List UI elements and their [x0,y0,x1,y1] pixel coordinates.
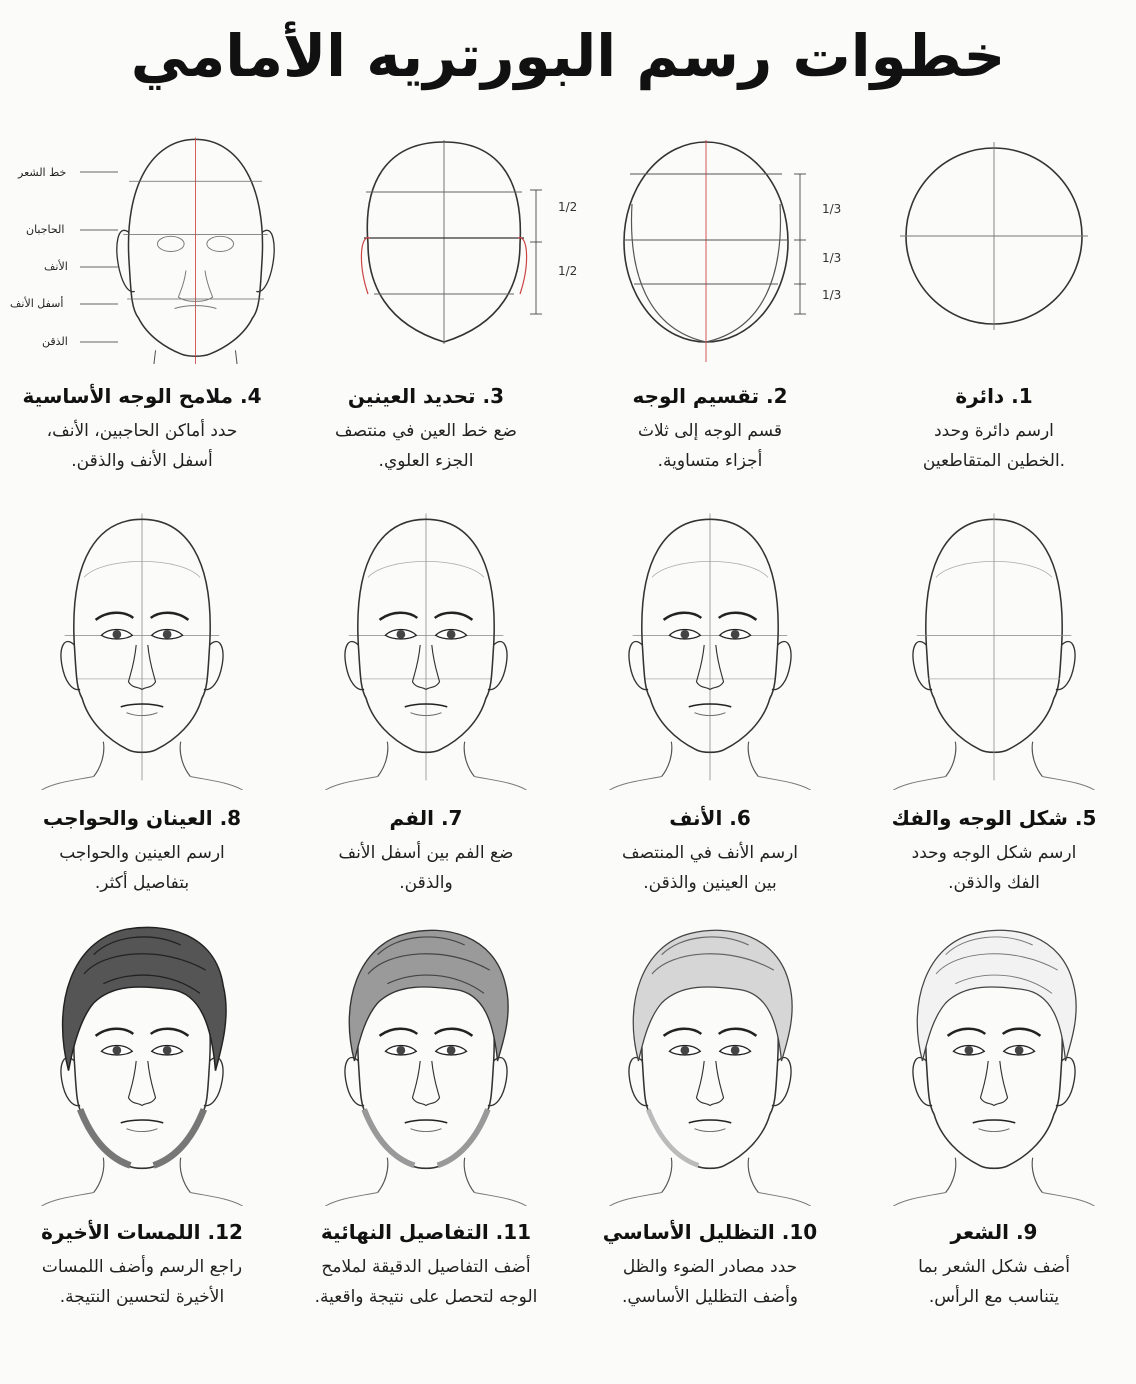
step-8 [0,500,284,790]
caption-6 [568,806,852,898]
fraction-label: 1/3 [822,288,842,302]
step-desc-line1: حدد مصادر الضوء والظل [622,1257,798,1277]
caption-5 [852,806,1136,898]
step-title: 9. الشعر [950,1220,1038,1244]
step-desc-line1: ارسم العينين والحواجب [59,843,225,863]
caption-7 [284,806,568,898]
step-desc-line1: قسم الوجه إلى ثلاث [637,421,783,441]
finished-portrait [0,916,284,1206]
step-title: 5. شكل الوجه والفك [891,806,1097,830]
caption-10 [568,1220,852,1312]
caption-8 [0,806,284,898]
fraction-label: 1/3 [822,202,842,216]
caption-12 [0,1220,284,1312]
step-desc-line2: .الخطين المتقاطعين [922,451,1066,471]
nose-diagram [568,500,852,790]
step-desc-line1: حدد أماكن الحاجبين، الأنف، [46,421,238,441]
eyebrows-label: الحاجبان [26,223,65,236]
step-title: 12. اللمسات الأخيرة [41,1220,243,1244]
step-title: 7. الفم [389,806,463,830]
step-title: 3. تحديد العينين [347,384,505,408]
page-title: خطوات رسم البورتريه الأمامي [130,22,1006,90]
step-desc-line1: ارسم شكل الوجه وحدد [911,843,1077,863]
step-9 [852,916,1136,1206]
step-desc-line2: أسفل الأنف والذقن. [71,451,213,471]
hairline-label: خط الشعر [18,166,67,179]
basic-shading-portrait [568,916,852,1206]
step-desc-line2: والذقن. [399,873,453,893]
face-division-diagram [568,134,852,364]
step-desc-line2: الفك والذقن. [948,873,1040,893]
step-desc-line1: ارسم الأنف في المنتصف [621,843,799,863]
step-6 [568,500,852,790]
nose-label: الأنف [44,260,68,273]
step-4 [0,134,284,364]
eyes-brows-diagram [0,500,284,790]
fraction-label: 1/2 [558,200,578,214]
fraction-label: 1/3 [822,251,842,265]
step-desc-line2: يتناسب مع الرأس. [928,1287,1060,1307]
step-desc-line1: ارسم دائرة وحدد [934,421,1054,441]
caption-4 [0,384,284,476]
step-desc-line1: أضف شكل الشعر بما [918,1257,1070,1277]
step-11 [284,916,568,1206]
step-title: 1. دائرة [955,384,1033,408]
step-title: 6. الأنف [669,806,751,830]
step-12 [0,916,284,1206]
step-desc-line1: أضف التفاصيل الدقيقة لملامح [321,1257,531,1277]
step-title: 8. العينان والحواجب [42,806,242,830]
step-title: 11. التفاصيل النهائية [320,1220,532,1244]
caption-3 [284,384,568,476]
final-details-portrait [284,916,568,1206]
caption-9 [852,1220,1136,1312]
chin-label: الذقن [42,335,68,348]
mouth-diagram [284,500,568,790]
step-2 [568,134,852,364]
step-7 [284,500,568,790]
step-desc-line2: أجزاء متساوية. [657,451,763,471]
step-title: 4. ملامح الوجه الأساسية [22,384,262,408]
nose-bottom-label: أسفل الأنف [10,297,64,310]
step-desc-line1: راجع الرسم وأضف اللمسات [41,1257,243,1277]
circle-diagram [852,134,1136,364]
step-desc-line2: وأضف التظليل الأساسي. [621,1287,799,1307]
step-1 [852,134,1136,364]
step-desc-line2: الأخيرة لتحسين النتيجة. [59,1287,225,1307]
caption-2 [568,384,852,476]
hair-outline-portrait [852,916,1136,1206]
eye-line-diagram [284,134,568,364]
step-desc-line1: ضع خط العين في منتصف [335,421,517,441]
fraction-label: 1/2 [558,264,578,278]
step-desc-line2: بين العينين والذقن. [643,873,777,893]
step-title: 2. تقسيم الوجه [632,384,788,408]
step-desc-line2: بتفاصيل أكثر. [94,873,190,893]
step-3 [284,134,578,364]
jaw-diagram [852,500,1136,790]
step-desc-line2: الوجه لتحصل على نتيجة واقعية. [314,1287,538,1307]
caption-1 [852,384,1136,476]
step-5 [852,500,1136,790]
step-desc-line2: الجزء العلوي. [378,451,474,471]
step-title: 10. التظليل الأساسي [602,1220,818,1244]
step-desc-line1: ضع الفم بين أسفل الأنف [338,843,514,863]
step-10 [568,916,852,1206]
caption-11 [284,1220,568,1312]
